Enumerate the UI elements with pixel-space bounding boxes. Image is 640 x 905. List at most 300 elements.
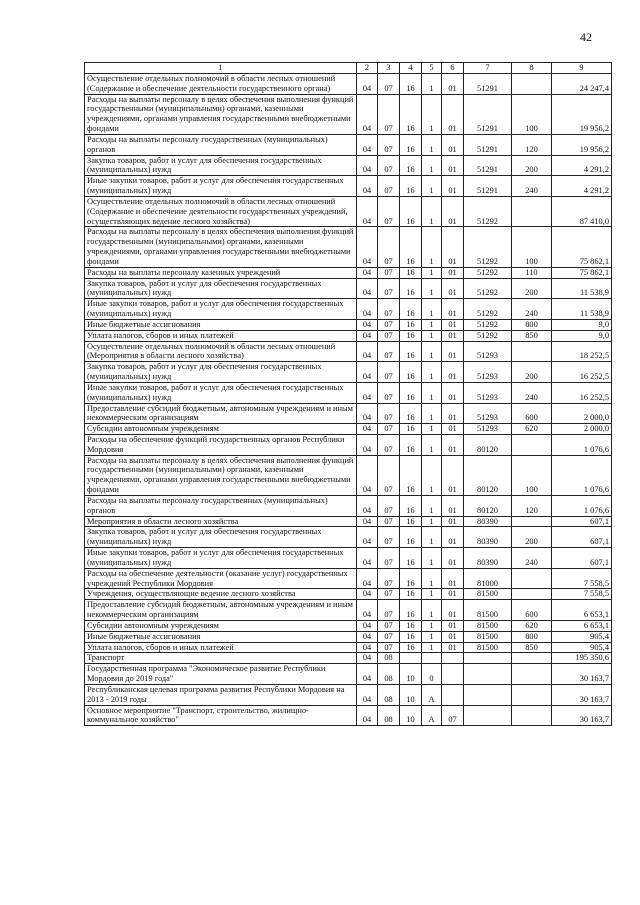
code-cell: 04	[357, 299, 378, 320]
code-cell	[512, 516, 552, 527]
code-cell: 08	[378, 705, 400, 726]
code-cell: 1	[422, 278, 442, 299]
row-name-cell: Закупка товаров, работ и услуг для обеспечения государственных (муниципальных) нужд	[85, 155, 357, 176]
amount-cell: 2 000,0	[552, 424, 612, 435]
amount-cell: 19 956,2	[552, 134, 612, 155]
row-name-cell: Иные закупки товаров, работ и услуг для обеспечения государственных (муниципальных) нужд	[85, 299, 357, 320]
code-cell: 1	[422, 341, 442, 362]
code-cell: 04	[357, 267, 378, 278]
code-cell: 01	[442, 424, 464, 435]
code-cell: 51292	[464, 319, 512, 330]
code-cell	[512, 196, 552, 226]
table-row	[85, 330, 612, 341]
code-cell: 600	[512, 403, 552, 424]
code-cell: 04	[357, 631, 378, 642]
row-name-cell: Осуществление отдельных полномочий в области лесных отношений (Мероприятия в области лесного хозяйства)	[85, 341, 357, 362]
code-cell: 850	[512, 642, 552, 653]
code-cell: 01	[442, 382, 464, 403]
code-cell: 1	[422, 155, 442, 176]
code-cell	[442, 684, 464, 705]
amount-cell: 905,4	[552, 642, 612, 653]
code-cell: 16	[400, 642, 422, 653]
table-row	[85, 403, 612, 424]
table-row	[85, 495, 612, 516]
row-name-cell: Иные закупки товаров, работ и услуг для обеспечения государственных (муниципальных) нужд	[85, 548, 357, 569]
code-cell: 08	[378, 664, 400, 685]
row-name-cell: Расходы на выплаты персоналу государственных (муниципальных) органов	[85, 495, 357, 516]
code-cell: 81500	[464, 620, 512, 631]
code-cell: 1	[422, 196, 442, 226]
table-row	[85, 568, 612, 589]
code-cell: 07	[378, 527, 400, 548]
row-name-cell: Расходы на выплаты персоналу в целях обеспечения выполнения функций государственными (муниципальными) органами, казенными учреждениями, органами управления государственными внебюджетными фондами	[85, 94, 357, 134]
table-row	[85, 642, 612, 653]
code-cell: 1	[422, 527, 442, 548]
amount-cell: 75 862,1	[552, 267, 612, 278]
code-cell: 04	[357, 362, 378, 383]
code-cell: 07	[378, 620, 400, 631]
row-name-cell: Расходы на выплаты персоналу в целях обеспечения выполнения функций государственными (муниципальными) органами, казенными учреждениями, органами управления государственными внебюджетными фондами	[85, 455, 357, 495]
column-header: 3	[378, 63, 400, 74]
code-cell	[422, 653, 442, 664]
code-cell: 10	[400, 664, 422, 685]
amount-cell: 19 956,2	[552, 94, 612, 134]
table-row	[85, 631, 612, 642]
table-row	[85, 94, 612, 134]
code-cell: 200	[512, 278, 552, 299]
code-cell: 04	[357, 568, 378, 589]
code-cell	[512, 341, 552, 362]
code-cell: 01	[442, 600, 464, 621]
code-cell: 80120	[464, 455, 512, 495]
code-cell: 16	[400, 227, 422, 267]
code-cell	[512, 568, 552, 589]
code-cell: 01	[442, 589, 464, 600]
row-name-cell: Закупка товаров, работ и услуг для обеспечения государственных (муниципальных) нужд	[85, 362, 357, 383]
row-name-cell: Транспорт	[85, 653, 357, 664]
code-cell: 120	[512, 495, 552, 516]
row-name-cell: Расходы на выплаты персоналу в целях обеспечения выполнения функций государственными (муниципальными) органами, казенными учреждениями, органами управления государственными внебюджетными фондами	[85, 227, 357, 267]
column-header: 4	[400, 63, 422, 74]
table-body	[85, 74, 612, 726]
code-cell: 620	[512, 620, 552, 631]
code-cell: 16	[400, 319, 422, 330]
code-cell: 51292	[464, 278, 512, 299]
table-row	[85, 155, 612, 176]
code-cell: 01	[442, 227, 464, 267]
code-cell: 04	[357, 94, 378, 134]
amount-cell: 87 410,0	[552, 196, 612, 226]
code-cell: 51293	[464, 362, 512, 383]
code-cell: 01	[442, 176, 464, 197]
amount-cell: 6 653,1	[552, 620, 612, 631]
code-cell: 01	[442, 403, 464, 424]
code-cell: 04	[357, 455, 378, 495]
table-row	[85, 424, 612, 435]
code-cell: 240	[512, 299, 552, 320]
table-row	[85, 196, 612, 226]
code-cell: 620	[512, 424, 552, 435]
code-cell: 01	[442, 631, 464, 642]
code-cell: 07	[378, 227, 400, 267]
code-cell: 16	[400, 620, 422, 631]
code-cell: 81500	[464, 600, 512, 621]
amount-cell: 1 076,6	[552, 434, 612, 455]
code-cell: 01	[442, 155, 464, 176]
code-cell: 01	[442, 362, 464, 383]
code-cell: 51291	[464, 94, 512, 134]
amount-cell: 16 252,5	[552, 362, 612, 383]
code-cell: 16	[400, 527, 422, 548]
code-cell	[442, 653, 464, 664]
table-row	[85, 362, 612, 383]
code-cell: 04	[357, 319, 378, 330]
code-cell: 51293	[464, 403, 512, 424]
code-cell: 04	[357, 434, 378, 455]
code-cell: 04	[357, 620, 378, 631]
table-row	[85, 176, 612, 197]
code-cell: 04	[357, 176, 378, 197]
code-cell: 01	[442, 568, 464, 589]
code-cell: 16	[400, 516, 422, 527]
code-cell: 81500	[464, 589, 512, 600]
table-row	[85, 705, 612, 726]
code-cell: 04	[357, 527, 378, 548]
code-cell: 07	[442, 705, 464, 726]
table-row	[85, 382, 612, 403]
code-cell: 1	[422, 642, 442, 653]
code-cell: 16	[400, 631, 422, 642]
code-cell	[512, 653, 552, 664]
amount-cell: 30 163,7	[552, 664, 612, 685]
code-cell: 07	[378, 341, 400, 362]
code-cell: 07	[378, 278, 400, 299]
code-cell: 51292	[464, 227, 512, 267]
code-cell: 16	[400, 74, 422, 95]
budget-table	[84, 62, 612, 726]
code-cell: 110	[512, 267, 552, 278]
code-cell: 16	[400, 134, 422, 155]
code-cell: 01	[442, 548, 464, 569]
amount-cell: 195 350,6	[552, 653, 612, 664]
table-row	[85, 134, 612, 155]
code-cell: 80390	[464, 516, 512, 527]
code-cell: 04	[357, 589, 378, 600]
amount-cell: 1 076,6	[552, 495, 612, 516]
code-cell: 1	[422, 495, 442, 516]
code-cell: 04	[357, 642, 378, 653]
code-cell: 16	[400, 403, 422, 424]
page-number: 42	[580, 30, 592, 44]
code-cell: 51293	[464, 341, 512, 362]
code-cell: 07	[378, 434, 400, 455]
row-name-cell: Уплата налогов, сборов и иных платежей	[85, 330, 357, 341]
code-cell: 04	[357, 684, 378, 705]
code-cell: 04	[357, 341, 378, 362]
table-row	[85, 516, 612, 527]
code-cell: 16	[400, 424, 422, 435]
row-name-cell: Расходы на обеспечение деятельности (оказание услуг) государственных учреждений Республики Мордовия	[85, 568, 357, 589]
code-cell	[512, 434, 552, 455]
row-name-cell: Расходы на обеспечение функций государственных органов Республики Мордовия	[85, 434, 357, 455]
code-cell: 1	[422, 516, 442, 527]
code-cell: 51291	[464, 74, 512, 95]
column-header: 6	[442, 63, 464, 74]
code-cell: 1	[422, 589, 442, 600]
code-cell: 07	[378, 196, 400, 226]
code-cell: 1	[422, 176, 442, 197]
code-cell: 81000	[464, 568, 512, 589]
column-header: 2	[357, 63, 378, 74]
code-cell: 100	[512, 455, 552, 495]
code-cell: 04	[357, 664, 378, 685]
code-cell: 100	[512, 94, 552, 134]
table-row	[85, 267, 612, 278]
code-cell: 16	[400, 196, 422, 226]
table-row	[85, 434, 612, 455]
amount-cell: 16 252,5	[552, 382, 612, 403]
code-cell: 01	[442, 642, 464, 653]
amount-cell: 905,4	[552, 631, 612, 642]
code-cell: 200	[512, 527, 552, 548]
code-cell: 16	[400, 267, 422, 278]
code-cell: 04	[357, 155, 378, 176]
code-cell: 120	[512, 134, 552, 155]
code-cell: 80390	[464, 527, 512, 548]
code-cell: 1	[422, 600, 442, 621]
table-header-row	[85, 63, 612, 74]
table-row	[85, 299, 612, 320]
code-cell: 16	[400, 176, 422, 197]
code-cell: 16	[400, 94, 422, 134]
amount-cell: 30 163,7	[552, 705, 612, 726]
code-cell: А	[422, 684, 442, 705]
code-cell: 07	[378, 589, 400, 600]
code-cell: 01	[442, 278, 464, 299]
code-cell: 16	[400, 330, 422, 341]
code-cell: 07	[378, 642, 400, 653]
amount-cell: 11 538,9	[552, 278, 612, 299]
row-name-cell: Расходы на выплаты персоналу государственных (муниципальных) органов	[85, 134, 357, 155]
code-cell	[400, 653, 422, 664]
row-name-cell: Предоставление субсидий бюджетным, автономным учреждениям и иным некоммерческим организациям	[85, 600, 357, 621]
code-cell: 80390	[464, 548, 512, 569]
amount-cell: 4 291,2	[552, 155, 612, 176]
code-cell: 16	[400, 589, 422, 600]
code-cell: 600	[512, 600, 552, 621]
code-cell	[512, 684, 552, 705]
code-cell: 240	[512, 176, 552, 197]
amount-cell: 607,1	[552, 548, 612, 569]
code-cell: 08	[378, 684, 400, 705]
code-cell	[464, 653, 512, 664]
code-cell: 01	[442, 74, 464, 95]
table-row	[85, 227, 612, 267]
code-cell: 51292	[464, 299, 512, 320]
code-cell: 51293	[464, 382, 512, 403]
code-cell: 1	[422, 227, 442, 267]
table-row	[85, 600, 612, 621]
code-cell: 04	[357, 134, 378, 155]
code-cell: 1	[422, 382, 442, 403]
amount-cell: 30 163,7	[552, 684, 612, 705]
column-header: 9	[552, 63, 612, 74]
code-cell	[442, 664, 464, 685]
table-row	[85, 319, 612, 330]
code-cell: 07	[378, 330, 400, 341]
code-cell: 16	[400, 455, 422, 495]
amount-cell: 607,1	[552, 516, 612, 527]
code-cell: 04	[357, 278, 378, 299]
column-header: 1	[85, 63, 357, 74]
code-cell: 01	[442, 527, 464, 548]
code-cell: 07	[378, 548, 400, 569]
code-cell: 1	[422, 94, 442, 134]
code-cell: 1	[422, 568, 442, 589]
code-cell: 01	[442, 299, 464, 320]
column-header: 5	[422, 63, 442, 74]
table-row	[85, 589, 612, 600]
code-cell: 16	[400, 568, 422, 589]
table-row	[85, 278, 612, 299]
code-cell: 800	[512, 631, 552, 642]
amount-cell: 11 538,9	[552, 299, 612, 320]
column-header: 7	[464, 63, 512, 74]
code-cell: 100	[512, 227, 552, 267]
code-cell: 07	[378, 516, 400, 527]
row-name-cell: Иные закупки товаров, работ и услуг для обеспечения государственных (муниципальных) нужд	[85, 176, 357, 197]
code-cell: 04	[357, 403, 378, 424]
row-name-cell: Субсидии автономным учреждениям	[85, 424, 357, 435]
code-cell: 51293	[464, 424, 512, 435]
code-cell: 80120	[464, 434, 512, 455]
code-cell: 07	[378, 267, 400, 278]
code-cell: 16	[400, 495, 422, 516]
amount-cell: 2 000,0	[552, 403, 612, 424]
table-row	[85, 341, 612, 362]
code-cell: 1	[422, 403, 442, 424]
code-cell: 04	[357, 227, 378, 267]
code-cell: 07	[378, 299, 400, 320]
table-row	[85, 684, 612, 705]
code-cell: 51291	[464, 134, 512, 155]
code-cell: 1	[422, 620, 442, 631]
code-cell: 07	[378, 424, 400, 435]
code-cell: 1	[422, 267, 442, 278]
code-cell: 51291	[464, 155, 512, 176]
code-cell: 07	[378, 362, 400, 383]
amount-cell: 18 252,5	[552, 341, 612, 362]
code-cell: А	[422, 705, 442, 726]
code-cell: 01	[442, 455, 464, 495]
code-cell: 51291	[464, 176, 512, 197]
code-cell: 16	[400, 362, 422, 383]
code-cell: 01	[442, 94, 464, 134]
code-cell: 07	[378, 568, 400, 589]
code-cell	[512, 74, 552, 95]
row-name-cell: Учреждения, осуществляющие ведение лесного хозяйства	[85, 589, 357, 600]
amount-cell: 75 862,1	[552, 227, 612, 267]
column-header: 8	[512, 63, 552, 74]
code-cell: 16	[400, 600, 422, 621]
code-cell: 16	[400, 341, 422, 362]
code-cell: 16	[400, 548, 422, 569]
code-cell: 1	[422, 134, 442, 155]
code-cell: 81500	[464, 642, 512, 653]
code-cell: 07	[378, 155, 400, 176]
code-cell: 04	[357, 196, 378, 226]
row-name-cell: Иные бюджетные ассигнования	[85, 631, 357, 642]
code-cell: 01	[442, 134, 464, 155]
code-cell	[512, 589, 552, 600]
code-cell	[464, 684, 512, 705]
code-cell: 07	[378, 74, 400, 95]
table-row	[85, 527, 612, 548]
code-cell: 1	[422, 631, 442, 642]
code-cell: 01	[442, 267, 464, 278]
code-cell: 04	[357, 330, 378, 341]
row-name-cell: Закупка товаров, работ и услуг для обеспечения государственных (муниципальных) нужд	[85, 527, 357, 548]
amount-cell: 7 558,5	[552, 568, 612, 589]
code-cell: 200	[512, 362, 552, 383]
code-cell: 07	[378, 382, 400, 403]
row-name-cell: Основное мероприятие "Транспорт, строительство, жилищно-коммунальное хозяйство"	[85, 705, 357, 726]
row-name-cell: Закупка товаров, работ и услуг для обеспечения государственных (муниципальных) нужд	[85, 278, 357, 299]
code-cell: 1	[422, 548, 442, 569]
amount-cell: 1 076,6	[552, 455, 612, 495]
code-cell: 04	[357, 495, 378, 516]
row-name-cell: Иные бюджетные ассигнования	[85, 319, 357, 330]
amount-cell: 607,1	[552, 527, 612, 548]
row-name-cell: Республиканская целевая программа развития Республики Мордовия на 2013 - 2019 годы	[85, 684, 357, 705]
code-cell: 51292	[464, 330, 512, 341]
code-cell: 08	[378, 653, 400, 664]
code-cell: 81500	[464, 631, 512, 642]
row-name-cell: Расходы на выплаты персоналу казенных учреждений	[85, 267, 357, 278]
amount-cell: 24 247,4	[552, 74, 612, 95]
row-name-cell: Субсидии автономным учреждениям	[85, 620, 357, 631]
code-cell: 07	[378, 134, 400, 155]
code-cell: 04	[357, 548, 378, 569]
code-cell: 07	[378, 94, 400, 134]
code-cell: 240	[512, 548, 552, 569]
code-cell: 1	[422, 362, 442, 383]
code-cell: 1	[422, 319, 442, 330]
table-row	[85, 548, 612, 569]
table-row	[85, 74, 612, 95]
code-cell: 07	[378, 319, 400, 330]
row-name-cell: Государственная программа "Экономическое развитие Республики Мордовия до 2019 года"	[85, 664, 357, 685]
code-cell: 240	[512, 382, 552, 403]
code-cell: 01	[442, 516, 464, 527]
table-row	[85, 664, 612, 685]
code-cell: 04	[357, 600, 378, 621]
code-cell: 16	[400, 434, 422, 455]
table-row	[85, 653, 612, 664]
code-cell: 51292	[464, 267, 512, 278]
code-cell	[464, 664, 512, 685]
code-cell	[464, 705, 512, 726]
code-cell: 07	[378, 455, 400, 495]
code-cell: 800	[512, 319, 552, 330]
code-cell: 04	[357, 74, 378, 95]
code-cell: 07	[378, 631, 400, 642]
code-cell: 01	[442, 434, 464, 455]
code-cell: 80120	[464, 495, 512, 516]
code-cell: 01	[442, 319, 464, 330]
amount-cell: 9,0	[552, 319, 612, 330]
amount-cell: 6 653,1	[552, 600, 612, 621]
